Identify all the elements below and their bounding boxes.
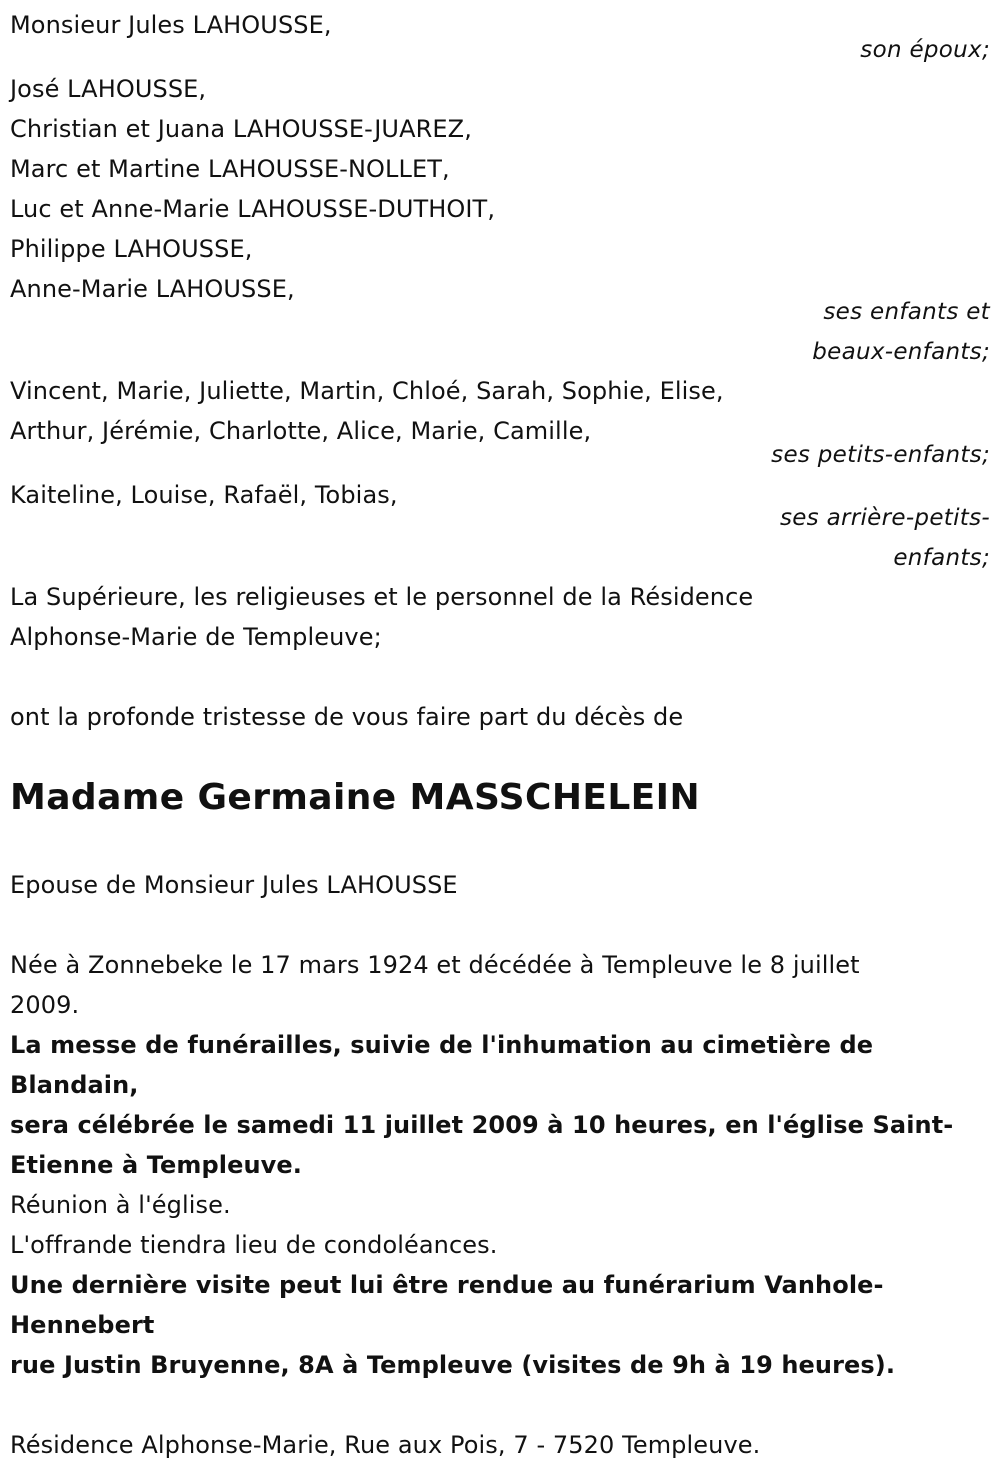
grandchildren-names: Vincent, Marie, Juliette, Martin, Chloé, Sarah, Sophie, Elise,: [10, 377, 724, 405]
meeting-note: Réunion à l'église.: [10, 1191, 231, 1219]
spouse-name: Monsieur Jules LAHOUSSE,: [10, 11, 332, 39]
child-name: Christian et Juana LAHOUSSE-JUAREZ,: [10, 115, 472, 143]
great-grandchildren-names: Kaiteline, Louise, Rafaël, Tobias,: [10, 481, 398, 509]
spouse-role: son époux;: [860, 37, 990, 63]
residence-line: Alphonse-Marie de Templeuve;: [10, 623, 382, 651]
child-name: Luc et Anne-Marie LAHOUSSE-DUTHOIT,: [10, 195, 496, 223]
children-role: beaux-enfants;: [812, 339, 990, 365]
birth-death-details: Née à Zonnebeke le 17 mars 1924 et décédée à Templeuve le 8 juillet: [10, 951, 860, 979]
child-name: Anne-Marie LAHOUSSE,: [10, 275, 295, 303]
visit-details: Une dernière visite peut lui être rendue au funérarium Vanhole-: [10, 1271, 884, 1299]
residence-address: Résidence Alphonse-Marie, Rue aux Pois, 7 - 7520 Templeuve.: [10, 1431, 761, 1459]
funeral-details: sera célébrée le samedi 11 juillet 2009 à 10 heures, en l'église Saint-: [10, 1111, 954, 1139]
birth-death-details: 2009.: [10, 991, 80, 1019]
child-name: Marc et Martine LAHOUSSE-NOLLET,: [10, 155, 450, 183]
announcement-text: ont la profonde tristesse de vous faire part du décès de: [10, 703, 684, 731]
child-name: José LAHOUSSE,: [10, 75, 207, 103]
offering-note: L'offrande tiendra lieu de condoléances.: [10, 1231, 498, 1259]
residence-line: La Supérieure, les religieuses et le personnel de la Résidence: [10, 583, 754, 611]
visit-details: rue Justin Bruyenne, 8A à Templeuve (visites de 9h à 19 heures).: [10, 1351, 896, 1379]
grandchildren-names: Arthur, Jérémie, Charlotte, Alice, Marie, Camille,: [10, 417, 592, 445]
visit-details: Hennebert: [10, 1311, 155, 1339]
spouse-of-text: Epouse de Monsieur Jules LAHOUSSE: [10, 871, 458, 899]
great-grandchildren-role: ses arrière-petits-: [779, 505, 990, 531]
funeral-details: Blandain,: [10, 1071, 139, 1099]
child-name: Philippe LAHOUSSE,: [10, 235, 253, 263]
grandchildren-role: ses petits-enfants;: [771, 442, 990, 468]
funeral-details: La messe de funérailles, suivie de l'inhumation au cimetière de: [10, 1031, 874, 1059]
great-grandchildren-role: enfants;: [893, 545, 990, 571]
deceased-name: Madame Germaine MASSCHELEIN: [10, 777, 701, 818]
children-role: ses enfants et: [823, 299, 990, 325]
funeral-details: Etienne à Templeuve.: [10, 1151, 303, 1179]
